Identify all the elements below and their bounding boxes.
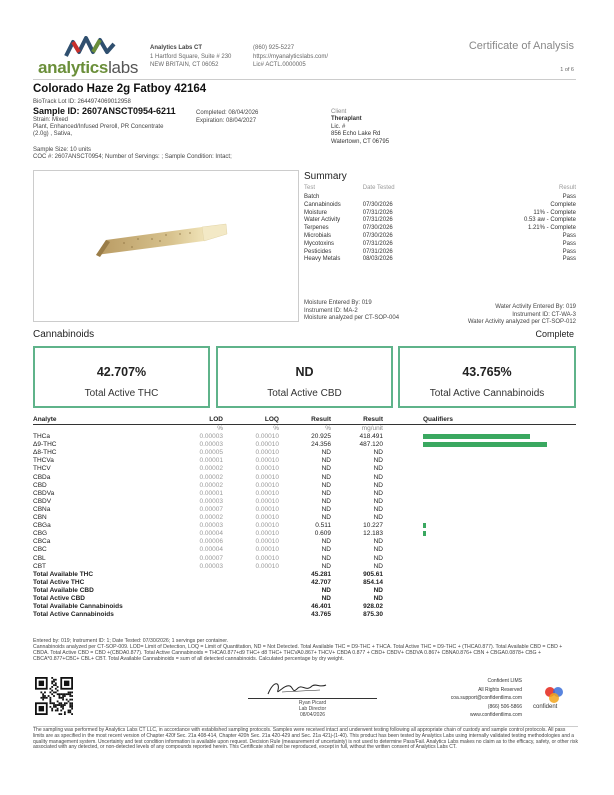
biotrack-lot-id: BioTrack Lot ID: 2644974069012958: [33, 99, 131, 105]
analyte-table: [33, 415, 576, 619]
analyte-loq: 0.00010: [255, 465, 279, 473]
summary-test: Microbials: [304, 232, 332, 239]
summary-test: Batch: [304, 194, 320, 200]
total-row: [33, 595, 576, 603]
analyte-result-mg: ND: [373, 465, 383, 473]
analyte-result-mg: ND: [373, 473, 383, 481]
moisture-info: Moisture Entered By: 019 Instrument ID: MA-2 Moisture analyzed per CT-SOP-004: [304, 300, 400, 321]
col-loq: LOQ: [223, 415, 279, 425]
analyte-result-mg: ND: [373, 538, 383, 546]
analyte-row: [33, 514, 576, 522]
analyte-result-pct: ND: [321, 505, 331, 513]
analyte-row: [33, 538, 576, 546]
analyte-result-mg: ND: [373, 449, 383, 457]
summary-result: Pass: [562, 256, 576, 263]
summary-test: Moisture: [304, 209, 328, 216]
analyte-loq: 0.00010: [255, 514, 279, 522]
summary-test: Pesticides: [304, 248, 332, 255]
analyte-row: [33, 465, 576, 473]
analyte-result-mg: 487.120: [359, 441, 383, 449]
lims-contact: Confident LIMS All Rights Reserved coa.support@confidentlims.com (866) 506-5866 www.confidentlims.com: [430, 677, 522, 720]
sample-info: Sample Size: 10 units COC #: 2607ANSCT0954; Number of Servings: ; Sample Condition: Intact;: [33, 147, 232, 160]
summary-row: [304, 241, 576, 249]
analyte-result-mg: ND: [373, 497, 383, 505]
analyte-loq: 0.00010: [255, 546, 279, 554]
summary-result: Complete: [550, 201, 576, 208]
analyte-result-pct: ND: [321, 546, 331, 554]
analyte-lod: 0.00003: [199, 441, 223, 449]
analytics-labs-wordmark: analyticslabs: [38, 58, 139, 77]
total-result-mg: 928.02: [363, 603, 383, 611]
unit-label: %: [325, 425, 331, 432]
analyte-loq: 0.00010: [255, 481, 279, 489]
analyte-result-pct: ND: [321, 554, 331, 562]
summary-test: Mycotoxins: [304, 240, 335, 247]
lab-website-link[interactable]: https://myanalyticslabs.com/: [253, 53, 329, 60]
summary-test: Water Activity: [304, 217, 341, 224]
summary-row: [304, 217, 576, 225]
analyte-name: Δ9-THC: [33, 441, 57, 449]
analyte-result-pct: ND: [321, 497, 331, 505]
total-row: [33, 571, 576, 579]
summary-col-result: Result: [558, 185, 576, 191]
analyte-result-pct: ND: [321, 457, 331, 465]
summary-col-date: Date Tested: [362, 185, 395, 191]
unit-label: [383, 425, 576, 434]
summary-date: 07/30/2026: [362, 232, 393, 239]
analyte-loq: 0.00010: [255, 449, 279, 457]
analyte-result-mg: ND: [373, 554, 383, 562]
kpi-total-active-cannabinoids: [398, 346, 576, 408]
analyte-loq: 0.00010: [255, 505, 279, 513]
unit-label: [33, 425, 151, 434]
analyte-result-pct: ND: [321, 538, 331, 546]
analyte-result-mg: 418.491: [359, 433, 383, 441]
col-qualifiers: Qualifiers: [383, 415, 576, 425]
analyte-loq: 0.00010: [255, 562, 279, 570]
analyte-lod: 0.00003: [199, 433, 223, 441]
analyte-result-mg: ND: [373, 489, 383, 497]
kpi-value: 42.707%: [96, 365, 147, 379]
total-result-mg: ND: [373, 594, 383, 602]
total-result-pct: ND: [321, 586, 331, 594]
analyte-result-mg: ND: [373, 562, 383, 570]
analyte-loq: 0.00010: [255, 497, 279, 505]
analyte-result-mg: ND: [373, 505, 383, 513]
total-name: Total Available Cannabinoids: [33, 603, 123, 611]
col-result-mg: Result: [331, 415, 383, 425]
analyte-name: CBCa: [33, 538, 51, 546]
document-title: Certificate of Analysis: [468, 40, 574, 52]
unit-label: mg/unit: [361, 425, 383, 432]
summary-row: [304, 233, 576, 241]
analyte-row: [33, 490, 576, 498]
water-activity-info: Water Activity Entered By: 019 Instrument ID: CT-WA-3 Water Activity analyzed per CT-SOP-012: [467, 304, 576, 325]
total-name: Total Active THC: [33, 578, 85, 586]
analyte-result-pct: 0.609: [314, 530, 331, 538]
analyte-name: THCVa: [33, 457, 54, 465]
analyte-row: [33, 506, 576, 514]
summary-row: [304, 249, 576, 257]
analyte-lod: 0.00004: [199, 530, 223, 538]
product-photo: [33, 170, 299, 322]
test-dates: Completed: 08/04/2026 Expiration: 08/04/2027: [196, 110, 259, 124]
analyte-lod: 0.00001: [199, 457, 223, 465]
summary-test: Heavy Metals: [304, 256, 341, 263]
total-result-pct: 43.765: [311, 611, 331, 619]
summary-col-test: Test: [304, 185, 316, 191]
lab-contact: (860) 925-5227 https://myanalyticslabs.com/ Lic# ACTL.0000005: [253, 45, 329, 68]
analyte-loq: 0.00010: [255, 457, 279, 465]
total-result-pct: 42.707: [311, 578, 331, 586]
analyte-result-mg: ND: [373, 457, 383, 465]
analyte-name: CBNa: [33, 505, 51, 513]
analyte-qualifier: [383, 482, 576, 490]
analyte-name: CBGa: [33, 522, 51, 530]
analyte-qualifier: [383, 522, 576, 530]
analyte-result-pct: ND: [321, 514, 331, 522]
analyte-name: CBN: [33, 514, 47, 522]
analyte-name: Δ8-THC: [33, 449, 57, 457]
analyte-qualifier: [383, 546, 576, 554]
summary-date: 07/31/2026: [362, 248, 393, 255]
analyte-bar: [423, 531, 426, 536]
analyte-lod: 0.00002: [199, 473, 223, 481]
units-row: [33, 425, 576, 434]
analyte-qualifier: [383, 506, 576, 514]
analyte-row: [33, 498, 576, 506]
analyte-loq: 0.00010: [255, 522, 279, 530]
analyte-result-mg: ND: [373, 546, 383, 554]
analyte-loq: 0.00010: [255, 441, 279, 449]
product-details: Strain: Mixed Plant, Enhanced/Infused Preroll, PR Concentrate (2.0g) , Sativa,: [33, 117, 164, 138]
analyte-qualifier: [383, 457, 576, 465]
lims-website-link[interactable]: www.confidentlims.com: [470, 712, 522, 718]
analyte-result-pct: 0.511: [315, 522, 331, 530]
analyte-name: CBDa: [33, 473, 51, 481]
kpi-label: Total Active THC: [84, 388, 159, 399]
analyte-lod: 0.00003: [199, 497, 223, 505]
analyte-bar: [423, 442, 547, 447]
analyte-result-pct: ND: [321, 473, 331, 481]
analyte-row: [33, 482, 576, 490]
preroll-image-icon: [34, 171, 298, 321]
analyte-row: [33, 555, 576, 563]
cannabinoids-heading: Cannabinoids: [33, 329, 95, 340]
analyte-name: CBG: [33, 530, 48, 538]
analyte-lod: 0.00003: [199, 522, 223, 530]
analyte-loq: 0.00010: [255, 530, 279, 538]
analyte-lod: 0.00007: [199, 554, 223, 562]
kpi-label: Total Active CBD: [267, 388, 342, 399]
col-analyte: Analyte: [33, 415, 151, 425]
analyte-qualifier: [383, 555, 576, 563]
sample-id: Sample ID: 2607ANSCT0954-6211: [33, 106, 176, 116]
summary-result: 0.53 aw - Complete: [523, 217, 576, 224]
analyte-row: [33, 474, 576, 482]
analyte-lod: 0.00005: [199, 449, 223, 457]
total-result-mg: ND: [373, 586, 383, 594]
analyte-result-mg: ND: [373, 514, 383, 522]
total-name: Total Active Cannabinoids: [33, 611, 114, 619]
analytics-labs-logo-icon: [64, 36, 116, 58]
cannabinoids-status: Complete: [535, 329, 574, 339]
analyte-result-pct: ND: [321, 562, 331, 570]
header-divider: [33, 79, 576, 80]
analyte-name: CBC: [33, 546, 47, 554]
analyte-result-pct: ND: [321, 489, 331, 497]
confident-wordmark: confident: [533, 704, 558, 710]
total-name: Total Active CBD: [33, 594, 86, 602]
summary-row: [304, 202, 576, 210]
analyte-qualifier: [383, 465, 576, 473]
analyte-loq: 0.00010: [255, 538, 279, 546]
analyte-loq: 0.00010: [255, 433, 279, 441]
summary-result: Pass: [562, 240, 576, 247]
total-row: [33, 579, 576, 587]
analyte-result-pct: ND: [321, 465, 331, 473]
analyte-lod: 0.00002: [199, 465, 223, 473]
analyte-lod: 0.00002: [199, 514, 223, 522]
total-result-pct: 46.401: [311, 603, 331, 611]
analyte-result-pct: ND: [321, 481, 331, 489]
analyte-qualifier: [383, 449, 576, 457]
analyte-result-pct: ND: [321, 449, 331, 457]
unit-label: %: [273, 425, 279, 432]
total-row: [33, 587, 576, 595]
analyte-qualifier: [383, 474, 576, 482]
analyte-result-pct: 24.356: [311, 441, 331, 449]
summary-test: Cannabinoids: [304, 201, 341, 208]
summary-date: 08/03/2026: [362, 256, 393, 263]
analyte-loq: 0.00010: [255, 489, 279, 497]
analyte-result-mg: ND: [373, 481, 383, 489]
total-name: Total Available THC: [33, 570, 94, 578]
analyte-lod: 0.00006: [199, 538, 223, 546]
analyte-name: CBDV: [33, 497, 52, 505]
analyte-name: CBD: [33, 481, 47, 489]
analyte-row: [33, 563, 576, 571]
disclaimer: The sampling was performed by Analytics Labs CT LLC, in accordance with established sampling protocols. Samples were received intact and underwent testing following all appropriate chain of custody and sample control protocols. All pass limits are as specified in the most recent version of Chapter 420f Sec. 21a 408-414, Chapter 420h Sec. 21a 420-429 and Sec. 21a 421j-(1-40). This product has been tested by Analytics Labs using internally validated testing methodologies and a quality management system. Uncertainty and test condition information is available upon request. Decision Rule (measurement of uncertainty) is not used to determine Pass/Fail. Analytics Labs makes no claim as to the efficacy, safety, or other risk associated with any detected, or non-detected levels of any compounds reported herein. This Certificate shall not be reproduced, except in full, without the written consent of Analytics Labs CT.: [33, 727, 578, 751]
kpi-label: Total Active Cannabinoids: [429, 388, 545, 399]
total-row: [33, 603, 576, 611]
product-title: Colorado Haze 2g Fatboy 42164: [33, 83, 207, 95]
analyte-row: [33, 522, 576, 530]
total-result-mg: 905.61: [363, 570, 383, 578]
analyte-qualifier: [383, 563, 576, 571]
lims-email-link[interactable]: coa.support@confidentlims.com: [450, 695, 522, 701]
analyte-qualifier: [383, 538, 576, 546]
summary-date: 07/31/2026: [362, 240, 393, 247]
summary-result: Pass: [562, 248, 576, 255]
summary-row: [304, 194, 576, 202]
analyte-qualifier: [383, 530, 576, 538]
analyte-lod: 0.00004: [199, 546, 223, 554]
analyte-qualifier: [383, 490, 576, 498]
kpi-total-active-thc: [33, 346, 210, 408]
col-lod: LOD: [151, 415, 223, 425]
analyte-result-pct: 20.925: [311, 433, 331, 441]
summary-heading: Summary: [304, 171, 347, 182]
analyte-qualifier: [383, 498, 576, 506]
analyte-qualifier: [383, 514, 576, 522]
signer-info: Ryan Picard Lab Director 08/04/2026: [298, 700, 327, 718]
summary-result: 11% - Complete: [533, 209, 576, 216]
analyte-row: [33, 433, 576, 441]
analyte-loq: 0.00010: [255, 554, 279, 562]
lab-address: Analytics Labs CT 1 Hartford Square, Suite # 230 NEW BRITAIN, CT 06052: [150, 45, 232, 68]
summary-result: Pass: [562, 232, 576, 239]
analyte-row: [33, 441, 576, 449]
analyte-name: THCV: [33, 465, 51, 473]
analyte-bar: [423, 434, 530, 439]
analyte-lod: 0.00003: [199, 562, 223, 570]
total-row: [33, 611, 576, 619]
test-notes: Entered by: 019; Instrument ID: 1; Date Tested: 07/30/2026; 1 servings per container. Cannabinoids analyzed per CT-SOP-009. LOD= Limit of Detection, LOQ = Limit of Quantitation, ND = Not Detected. Total Available THC = D9-THC + THCA. Total Active THC = D9-THC + (THCA0.877). Total Available CBD = CBD + CBDA. Total Active CBD = CBD +(CBDA0.877). Total Active Cannabinoids = THCA0.877+d9 THC+ d8 THC+ THCVA0.867+ THCV+ CBDA 0.877 + CBD+ CBDV+ CBDVA 0.867+ CBNA0.876+ CBN + CBGA0.0878+ CBG + CBCA*0.877+CBC+ CBL+ CBT. Total Available Cannabinoids = sum of all detected cannabinoids. Calculated percentage by dry weight.: [33, 638, 563, 662]
summary-date: [363, 194, 493, 202]
summary-row: [304, 225, 576, 233]
analyte-row: [33, 546, 576, 554]
analyte-name: THCa: [33, 433, 50, 441]
analyte-qualifier: [383, 433, 576, 441]
analyte-loq: 0.00010: [255, 473, 279, 481]
total-result-pct: ND: [321, 594, 331, 602]
analyte-name: CBDVa: [33, 489, 55, 497]
summary-date: 07/30/2026: [362, 225, 393, 232]
analyte-name: CBL: [33, 554, 46, 562]
summary-table: [304, 185, 576, 264]
total-name: Total Available CBD: [33, 586, 94, 594]
analyte-lod: 0.00002: [199, 481, 223, 489]
col-result-pct: Result: [279, 415, 331, 425]
kpi-value: ND: [295, 365, 314, 379]
summary-result: Pass: [562, 194, 576, 200]
analyte-qualifier: [383, 441, 576, 449]
qr-code-icon[interactable]: [35, 677, 73, 715]
analyte-result-mg: 12.183: [363, 530, 383, 538]
analyte-row: [33, 449, 576, 457]
analyte-lod: 0.00001: [199, 489, 223, 497]
analyte-row: [33, 457, 576, 465]
page-number: 1 of 6: [560, 67, 574, 73]
analyte-row: [33, 530, 576, 538]
summary-result: 1.21% - Complete: [527, 225, 576, 232]
summary-date: 07/31/2026: [362, 209, 393, 216]
kpi-total-active-cbd: [216, 346, 393, 408]
analyte-result-mg: 10.227: [363, 522, 383, 530]
summary-date: 07/31/2026: [362, 217, 393, 224]
summary-row: [304, 210, 576, 218]
summary-date: 07/30/2026: [362, 201, 393, 208]
total-result-pct: 45.281: [311, 570, 331, 578]
analyte-name: CBT: [33, 562, 46, 570]
summary-test: Terpenes: [304, 225, 329, 232]
signature-line: [248, 698, 377, 699]
total-result-mg: 875.30: [363, 611, 383, 619]
unit-label: %: [217, 425, 223, 432]
analyte-bar: [423, 523, 426, 528]
signature-icon: [262, 676, 332, 700]
summary-row: [304, 256, 576, 264]
analyte-lod: 0.00007: [199, 505, 223, 513]
kpi-value: 43.765%: [462, 365, 512, 379]
client-info: Client Theraplant Lic. # 856 Echo Lake Rd Watertown, CT 06795: [331, 109, 390, 145]
total-result-mg: 854.14: [363, 578, 383, 586]
